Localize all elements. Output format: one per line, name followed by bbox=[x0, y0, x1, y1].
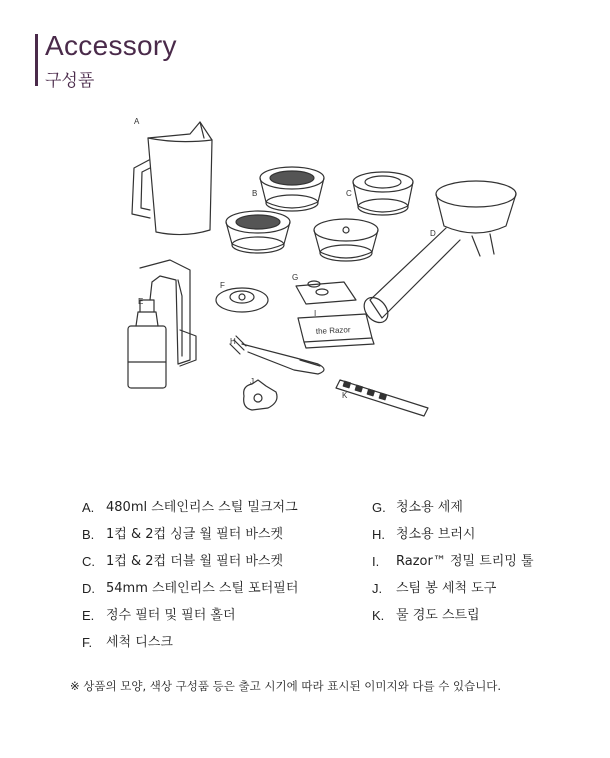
item-letter: F. bbox=[82, 635, 93, 650]
list-item bbox=[372, 602, 534, 629]
item-name: 청소용 세제 bbox=[396, 500, 463, 515]
list-item bbox=[372, 548, 534, 575]
list-item bbox=[372, 494, 534, 521]
water-filter-drawing bbox=[128, 260, 196, 388]
item-name: 54mm 스테인리스 스틸 포터필터 bbox=[106, 581, 299, 596]
item-letter: C. bbox=[82, 554, 95, 569]
item-name: Razor™ 정밀 트리밍 툴 bbox=[396, 554, 534, 569]
label-k: K bbox=[342, 391, 348, 400]
label-i: I bbox=[314, 309, 317, 318]
item-letter: E. bbox=[82, 608, 95, 623]
cleaning-tablets-drawing bbox=[296, 281, 356, 304]
single-wall-basket-drawing bbox=[226, 167, 324, 253]
item-name: 세척 디스크 bbox=[106, 635, 173, 650]
label-e: E bbox=[138, 297, 144, 306]
hardness-strip-drawing bbox=[336, 380, 428, 416]
milk-jug-drawing bbox=[132, 122, 212, 235]
double-wall-basket-drawing bbox=[314, 172, 413, 261]
item-letter: B. bbox=[82, 527, 95, 542]
steam-wand-tool-drawing bbox=[244, 380, 277, 410]
item-letter: I. bbox=[372, 554, 380, 569]
label-d: D bbox=[430, 229, 436, 238]
accessory-list-right bbox=[372, 494, 534, 629]
item-letter: K. bbox=[372, 608, 385, 623]
list-item bbox=[82, 575, 298, 602]
diagram-labels bbox=[134, 117, 436, 400]
list-item bbox=[82, 548, 298, 575]
label-b: B bbox=[252, 189, 258, 198]
item-name: 480ml 스테인리스 스틸 밀크저그 bbox=[106, 500, 298, 515]
item-letter: J. bbox=[372, 581, 383, 596]
item-letter: D. bbox=[82, 581, 95, 596]
accessory-list-left bbox=[82, 494, 298, 656]
item-name: 1컵 & 2컵 더블 월 필터 바스켓 bbox=[106, 554, 284, 569]
portafilter-drawing bbox=[359, 181, 516, 327]
razor-tool-text: the Razor bbox=[315, 325, 351, 336]
item-letter: H. bbox=[372, 527, 385, 542]
item-name: 스팀 봉 세척 도구 bbox=[396, 581, 497, 596]
item-letter: G. bbox=[372, 500, 386, 515]
label-h: H bbox=[230, 337, 236, 346]
list-item bbox=[82, 602, 298, 629]
label-j: J bbox=[250, 377, 254, 386]
item-name: 청소용 브러시 bbox=[396, 527, 476, 542]
label-g: G bbox=[292, 273, 299, 282]
list-item bbox=[82, 521, 298, 548]
item-name: 물 경도 스트립 bbox=[396, 608, 480, 623]
cleaning-disc-drawing bbox=[216, 288, 268, 312]
disclaimer-note: ※ 상품의 모양, 색상 구성품 등은 출고 시기에 따라 표시된 이미지와 다를 수 있습니다. bbox=[70, 679, 502, 693]
item-letter: A. bbox=[82, 500, 95, 515]
page-subtitle: 구성품 bbox=[45, 71, 95, 91]
list-item bbox=[82, 494, 298, 521]
label-f: F bbox=[220, 281, 225, 290]
list-item bbox=[372, 575, 534, 602]
page-title: Accessory bbox=[45, 30, 177, 61]
list-item bbox=[372, 521, 534, 548]
item-name: 1컵 & 2컵 싱글 월 필터 바스켓 bbox=[106, 527, 284, 542]
label-c: C bbox=[346, 189, 352, 198]
list-item bbox=[82, 629, 298, 656]
item-name: 정수 필터 및 필터 홀더 bbox=[106, 608, 236, 623]
label-a: A bbox=[134, 117, 140, 126]
